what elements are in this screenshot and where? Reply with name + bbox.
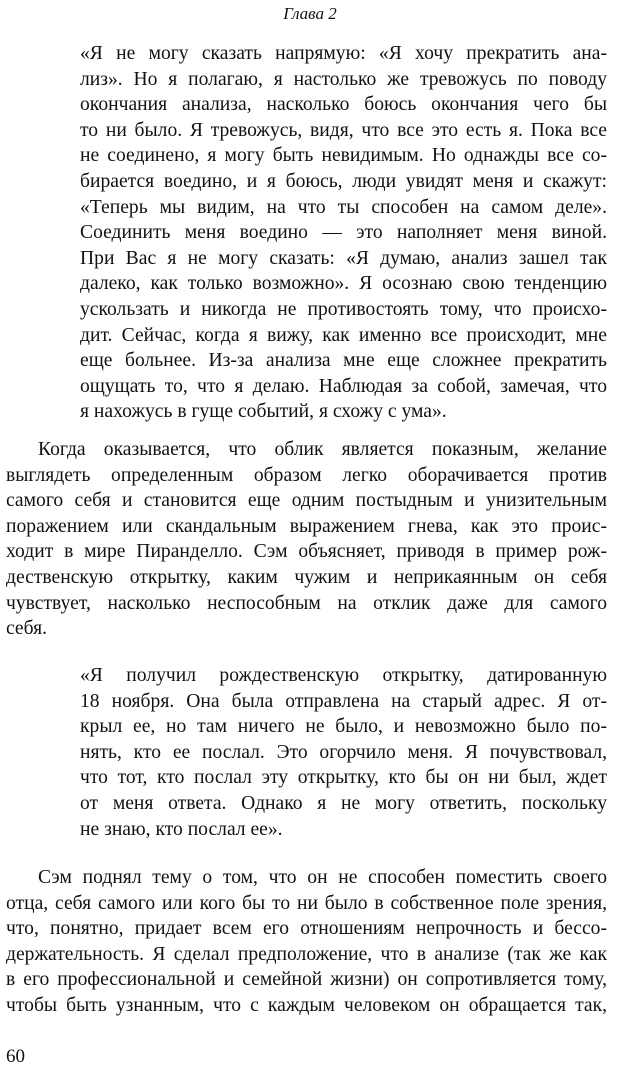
text-line: Соединить меня воедино — это наполняет меня виной. (80, 222, 607, 244)
text-line: ходит в мире Пиранделло. Сэм объясняет, приводя в пример рож- (6, 541, 607, 563)
text-line: «Я не могу сказать напрямую: «Я хочу прекратить ана- (80, 43, 607, 64)
text-line: Когда оказывается, что облик является показным, желание (38, 439, 607, 460)
text-line: отца, себя самого или кого бы то ни было в собственное поле зрения, (6, 892, 607, 914)
text-line: «Теперь мы видим, на что ты способен на самом деле». (80, 196, 607, 218)
quote-block-2 (80, 663, 607, 842)
text-line: не знаю, кто послал ее». (80, 818, 283, 840)
text-line: держательность. Я сделал предположение, что в анализе (так же как (6, 943, 607, 965)
text-line: «Я получил рождественскую открытку, датированную (80, 665, 607, 686)
text-line: дит. Сейчас, когда я вижу, как именно все происходит, мне (80, 324, 607, 346)
text-line: ощущать то, что я делаю. Наблюдая за собой, замечая, что (80, 375, 607, 397)
text-line: крыл ее, но там ничего не было, и невозможно было по- (80, 716, 607, 738)
text-line: далеко, как только возможно». Я осознаю свою тенденцию (80, 273, 607, 295)
text-line: я нахожусь в гуще событий, я схожу с ума». (80, 401, 447, 423)
text-line: окончания анализа, насколько боюсь окончания чего бы (80, 94, 607, 116)
paragraph-1 (6, 437, 607, 642)
text-line: чтобы быть узнанным, что с каждым человеком он обращается так, (6, 994, 607, 1016)
text-line: 18 ноября. Она была отправлена на старый адрес. Я от- (80, 690, 607, 712)
text-line: то ни было. Я тревожусь, видя, что все это есть я. Пока все (80, 119, 607, 141)
text-line: нять, кто ее послал. Это огорчило меня. Я почувствовал, (80, 741, 607, 763)
text-line: еще больнее. Из-за анализа мне еще сложнее прекратить (80, 350, 607, 372)
text-line: не соединено, я могу быть невидимым. Но однажды все со- (80, 145, 607, 167)
text-line: в его профессиональной и семейной жизни) он сопротивляется тому, (6, 969, 607, 991)
text-line: Сэм поднял тему о том, что он не способен поместить своего (38, 867, 607, 888)
text-line: самого себя и становится еще одним постыдным и унизительным (6, 490, 607, 512)
text-line: от меня ответа. Однако я не могу ответить, поскольку (80, 792, 607, 814)
text-line: выглядеть определенным образом легко оборачивается против (6, 464, 607, 486)
text-line: бирается воедино, и я боюсь, люди увидят меня и скажут: (80, 170, 607, 192)
text-line: чувствует, насколько неспособным на отклик даже для самого (6, 592, 607, 614)
text-line: поражением или скандальным выражением гнева, как это проис- (6, 515, 607, 537)
text-line: что, понятно, придает всем его отношениям непрочность и бессо- (6, 918, 607, 940)
running-header: Глава 2 (283, 4, 337, 23)
text-line: При Вас я не могу сказать: «Я думаю, анализ зашел так (80, 247, 607, 269)
text-line: лиз». Но я полагаю, я настолько же тревожусь по поводу (80, 68, 607, 90)
text-line: дественскую открытку, каким чужим и неприкаянным он себя (6, 566, 607, 588)
paragraph-2 (6, 865, 607, 1019)
page-number: 60 (6, 1046, 25, 1067)
text-line: что тот, кто послал эту открытку, кто бы он ни был, ждет (80, 767, 607, 789)
text-line: себя. (6, 618, 48, 640)
quote-block-1 (80, 41, 607, 425)
text-line: ускользать и никогда не противостоять тому, что происхо- (80, 298, 607, 320)
